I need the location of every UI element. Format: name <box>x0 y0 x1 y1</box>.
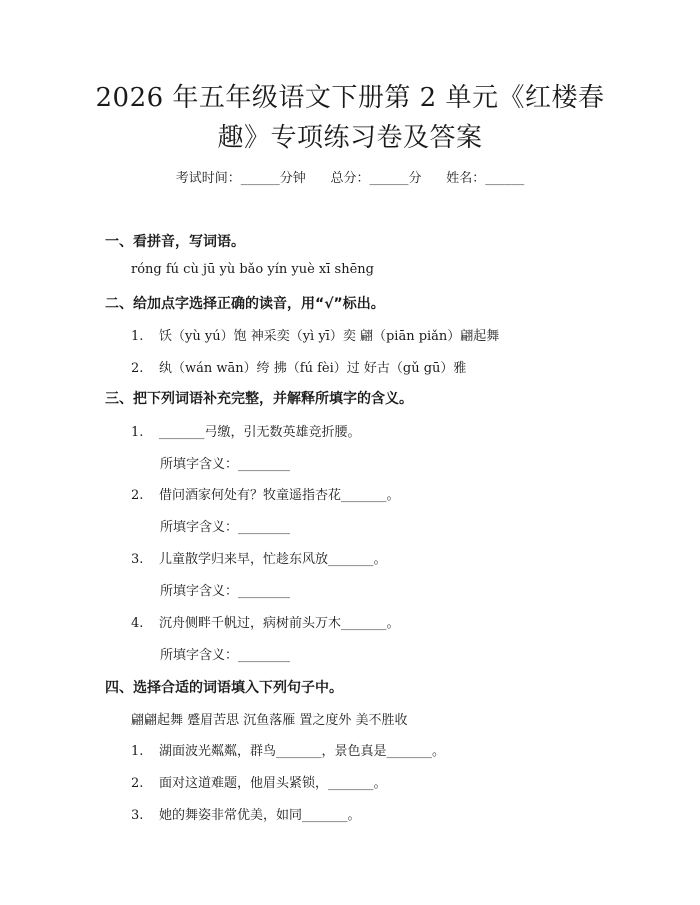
question-2-2 <box>131 357 466 376</box>
title-line-1: 2026 年五年级语文下册第 2 单元《红楼春 <box>95 83 605 113</box>
question-3-3 <box>131 548 387 567</box>
question-number: 2. <box>131 361 144 376</box>
question-4-2 <box>131 772 387 791</box>
exam-info: 考试时间：______分钟 总分：______分 姓名：______ <box>175 171 525 186</box>
pinyin-line: róng fú cù jū yù bǎo yín yuè xī shēng <box>131 262 374 277</box>
word-options: 翩翩起舞 蹙眉苦思 沉鱼落雁 置之度外 美不胜收 <box>131 713 408 728</box>
section-3-heading: 三、把下列词语补充完整，并解释所填字的含义。 <box>105 391 413 407</box>
page-title <box>90 78 610 158</box>
question-number: 2. <box>131 776 144 791</box>
question-number: 3. <box>131 808 144 823</box>
question-number: 3. <box>131 552 144 567</box>
question-number: 2. <box>131 488 144 503</box>
meaning-line: 所填字含义：________ <box>160 584 291 599</box>
question-text: 纨（wán wān）绔 拂（fú fèi）过 好古（gǔ gū）雅 <box>159 361 467 376</box>
question-text: 湖面波光粼粼，群鸟_______，景色真是_______。 <box>159 744 446 759</box>
question-2-1 <box>131 325 499 344</box>
question-text: 儿童散学归来早，忙趁东风放_______。 <box>159 552 387 567</box>
section-2-heading: 二、给加点字选择正确的读音，用“√”标出。 <box>105 296 385 312</box>
question-4-3 <box>131 804 361 823</box>
question-number: 1. <box>131 425 144 440</box>
section-4-heading: 四、选择合适的词语填入下列句子中。 <box>105 680 343 696</box>
section-1-heading: 一、看拼音，写词语。 <box>105 234 245 250</box>
question-3-2 <box>131 484 400 503</box>
question-text: 借问酒家何处有？牧童遥指杏花_______。 <box>159 488 400 503</box>
question-number: 4. <box>131 616 144 631</box>
question-3-1 <box>131 421 361 440</box>
question-text: 饫（yù yú）饱 神采奕（yì yī）奕 翩（piān piǎn）翩起舞 <box>159 329 500 344</box>
question-number: 1. <box>131 329 144 344</box>
question-3-4 <box>131 612 400 631</box>
question-text: 面对这道难题，他眉头紧锁，_______。 <box>159 776 387 791</box>
meaning-line: 所填字含义：________ <box>160 457 291 472</box>
title-line-2: 趣》专项练习卷及答案 <box>217 123 483 153</box>
meaning-line: 所填字含义：________ <box>160 648 291 663</box>
meaning-line: 所填字含义：________ <box>160 520 291 535</box>
question-text: 她的舞姿非常优美，如同_______。 <box>159 808 361 823</box>
question-4-1 <box>131 740 445 759</box>
question-text: _______弓缴，引无数英雄竞折腰。 <box>159 425 361 440</box>
question-number: 1. <box>131 744 144 759</box>
question-text: 沉舟侧畔千帆过，病树前头万木_______。 <box>159 616 400 631</box>
